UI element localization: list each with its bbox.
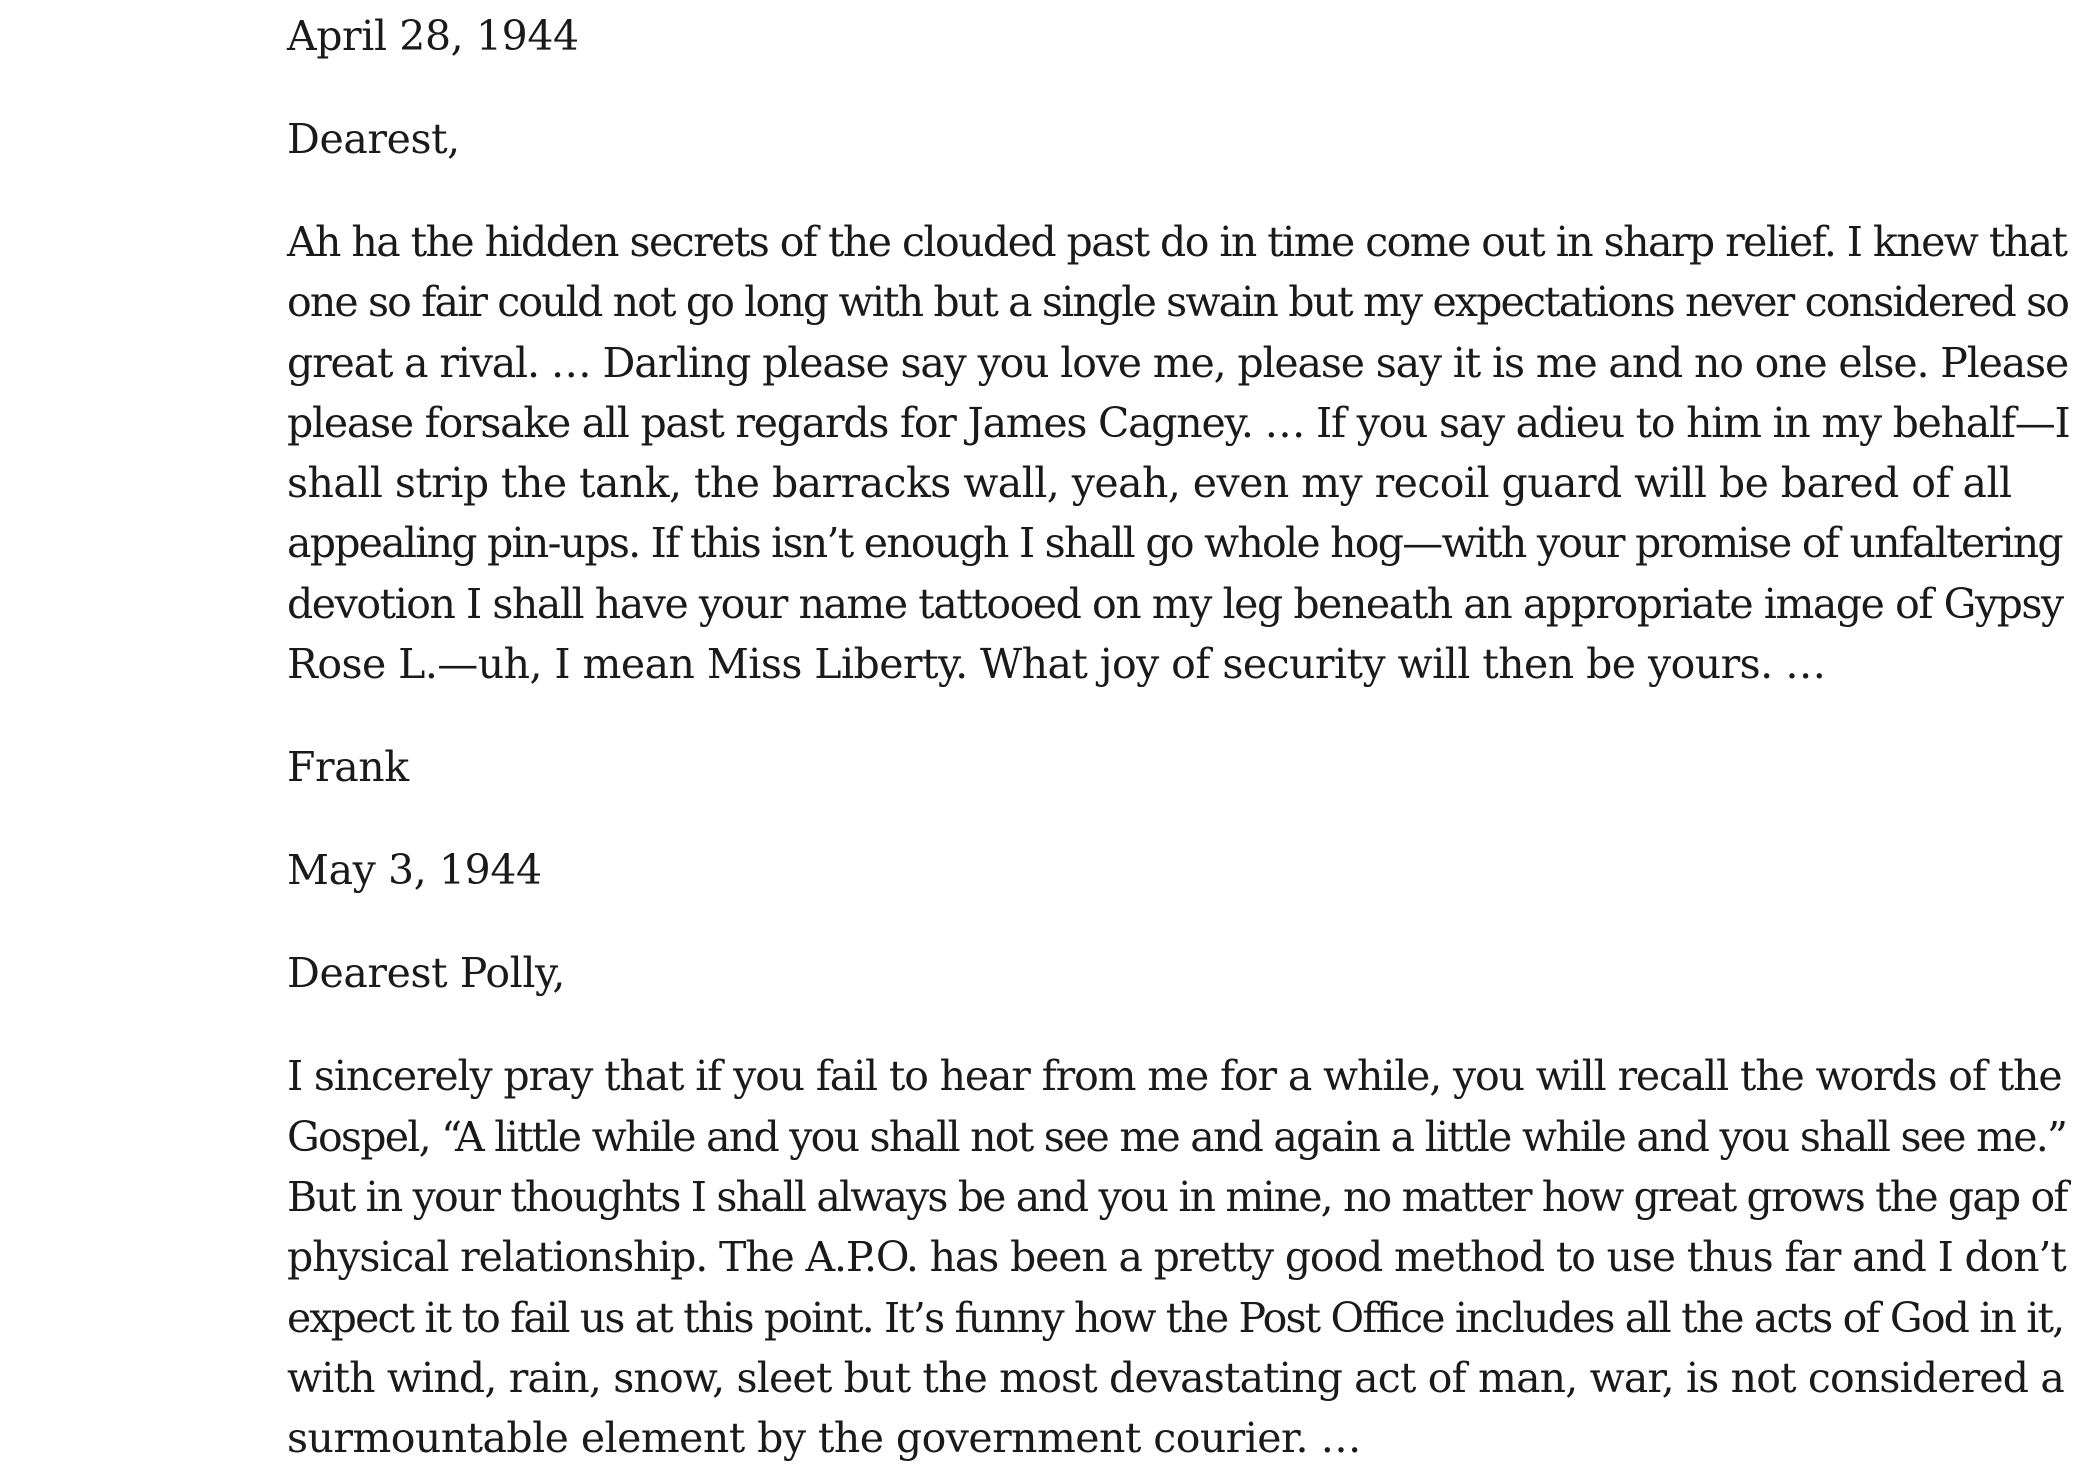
- letters-document: [287, 0, 2069, 1468]
- body-line: shall strip the tank, the barracks wall, yeah, even my recoil guard will be bared of all: [287, 459, 2012, 508]
- spacer: [287, 66, 2069, 109]
- spacer: [287, 1003, 2069, 1046]
- letter-body: [287, 212, 2069, 694]
- body-line: Gospel, “A little while and you shall not see me and again a little while and you shall see me.”: [287, 1112, 2067, 1161]
- letter-body: [287, 1046, 2069, 1468]
- letter-salutation: Dearest,: [287, 115, 460, 163]
- letter-salutation: Dearest Polly,: [287, 949, 565, 998]
- body-line: Ah ha the hidden secrets of the clouded past do in time come out in sharp relief. I knew that: [287, 218, 2067, 266]
- body-line: appealing pin-ups. If this isn’t enough I shall go whole hog—with your promise of unfaltering: [287, 519, 2062, 568]
- body-line: please forsake all past regards for James Cagney. … If you say adieu to him in my behalf—I: [287, 398, 2070, 447]
- spacer: [287, 900, 2069, 943]
- body-line: physical relationship. The A.P.O. has been a pretty good method to use thus far and I don’t: [287, 1233, 2066, 1282]
- letter-april-28-1944: [287, 6, 2069, 797]
- body-line: with wind, rain, snow, sleet but the most devastating act of man, war, is not considered a: [287, 1353, 2064, 1402]
- letter-date: May 3, 1944: [287, 846, 542, 895]
- letter-signature: Frank: [287, 743, 409, 792]
- body-line: I sincerely pray that if you fail to hear from me for a while, you will recall the words of the: [287, 1052, 2062, 1101]
- spacer: [287, 797, 2069, 840]
- letter-date: April 28, 1944: [287, 12, 579, 60]
- body-line: Rose L.—uh, I mean Miss Liberty. What joy of security will then be yours. …: [287, 640, 1826, 689]
- body-line: great a rival. … Darling please say you love me, please say it is me and no one else. Please: [287, 338, 2069, 387]
- body-line: But in your thoughts I shall always be and you in mine, no matter how great grows the gap of: [287, 1172, 2067, 1221]
- body-line: surmountable element by the government courier. …: [287, 1414, 1361, 1463]
- body-line: devotion I shall have your name tattooed on my leg beneath an appropriate image of Gypsy: [287, 579, 2063, 628]
- body-line: expect it to fail us at this point. It’s funny how the Post Office includes all the acts of God in it,: [287, 1293, 2064, 1342]
- body-line: one so fair could not go long with but a single swain but my expectations never considered so: [287, 278, 2069, 327]
- spacer: [287, 694, 2069, 737]
- spacer: [287, 169, 2069, 212]
- letter-may-3-1944: [287, 840, 2069, 1468]
